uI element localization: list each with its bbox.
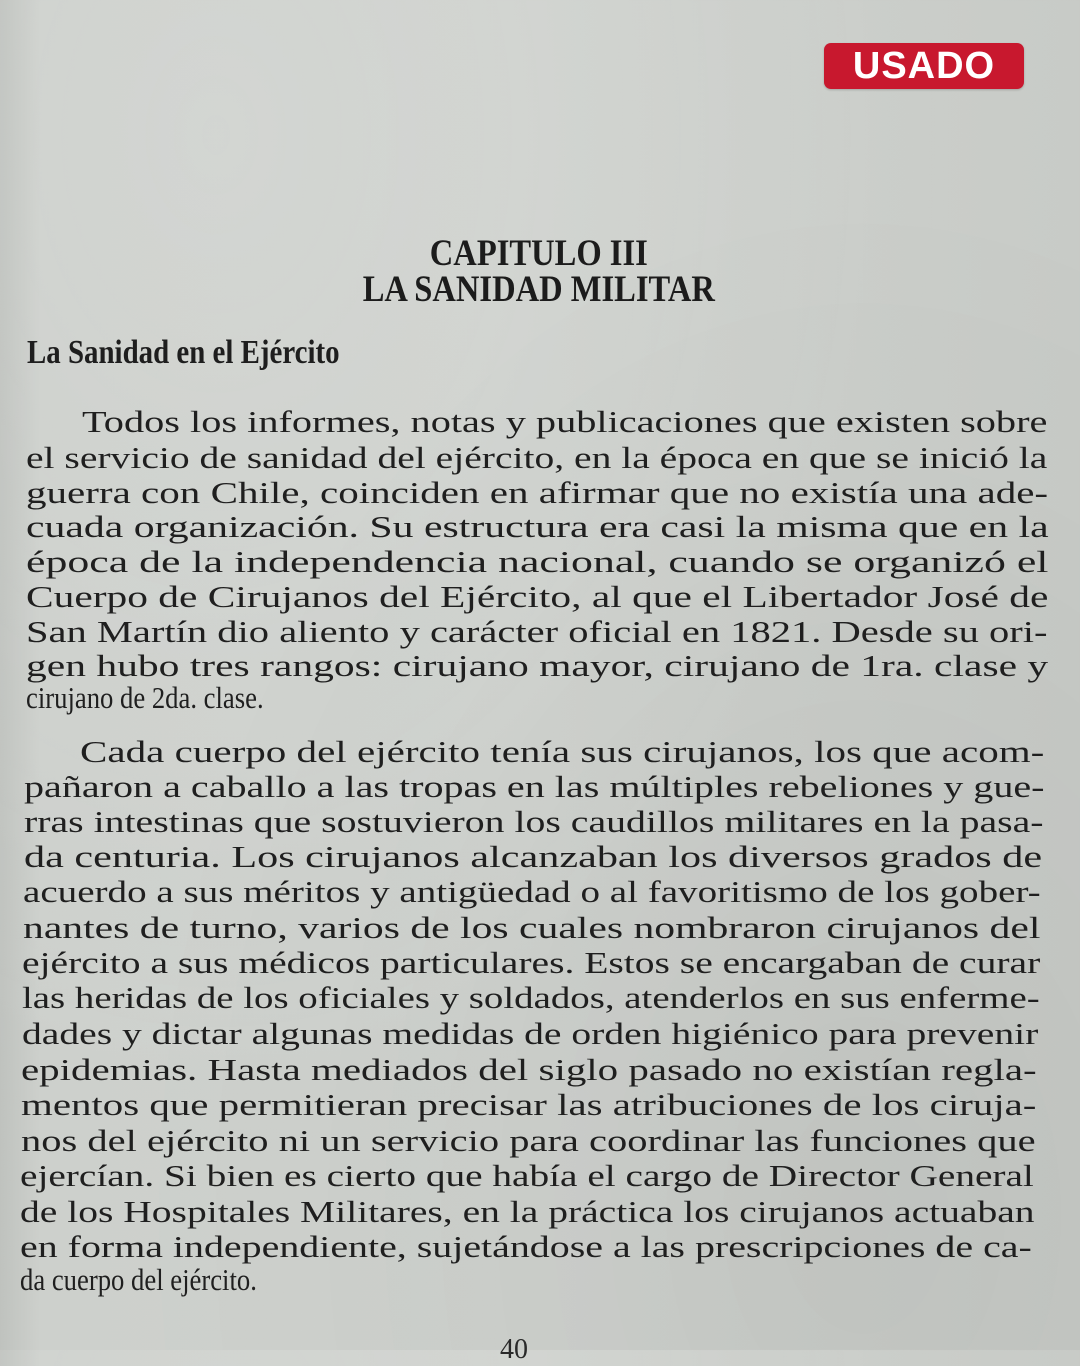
chapter-number: CAPITULO III (429, 233, 648, 274)
used-condition-badge: USADO (824, 43, 1024, 89)
text-line: pañaron a caballo a las tropas en las múltiples rebeliones y gue- (24, 769, 1045, 804)
text-line: cuada organización. Su estructura era casi la misma que en la (26, 509, 1049, 544)
text-line: guerra con Chile, coinciden en afirmar que no existía una ade- (26, 475, 1049, 510)
text-line: el servicio de sanidad del ejército, en la época en que se inició la (26, 440, 1048, 475)
text-line: en forma independiente, sujetándose a las prescripciones de ca- (20, 1229, 1032, 1264)
text-line: San Martín dio aliento y carácter oficial en 1821. Desde su ori- (26, 614, 1048, 649)
text-line: cirujano de 2da. clase. (26, 680, 264, 715)
text-line: ejército a sus médicos particulares. Estos se encargaban de curar (22, 945, 1041, 980)
section-heading: La Sanidad en el Ejército (27, 334, 340, 371)
text-line: epidemias. Hasta mediados del siglo pasado no existían regla- (21, 1052, 1037, 1087)
text-line: rras intestinas que sostuvieron los caudillos militares en la pasa- (24, 804, 1044, 839)
chapter-title: LA SANIDAD MILITAR (362, 269, 715, 310)
text-line: época de la independencia nacional, cuando se organizó el (26, 544, 1049, 579)
text-line: ejercían. Si bien es cierto que había el cargo de Director General (20, 1158, 1034, 1193)
text-line: acuerdo a sus méritos y antigüedad o al favoritismo de los gober- (23, 874, 1041, 909)
text-line: Cada cuerpo del ejército tenía sus cirujanos, los que acom- (80, 734, 1045, 769)
text-line: de los Hospitales Militares, en la práctica los cirujanos actuaban (20, 1194, 1035, 1229)
text-line: gen hubo tres rangos: cirujano mayor, cirujano de 1ra. clase y (26, 648, 1049, 683)
text-line: mentos que permitieran precisar las atribuciones de los ciruja- (21, 1087, 1037, 1122)
text-line: nantes de turno, varios de los cuales nombraron cirujanos del (23, 910, 1041, 945)
text-line: da cuerpo del ejército. (20, 1262, 257, 1297)
text-line: Todos los informes, notas y publicaciones que existen sobre (82, 404, 1048, 439)
text-line: nos del ejército ni un servicio para coordinar las funciones que (21, 1123, 1036, 1158)
text-line: las heridas de los oficiales y soldados, atenderlos en sus enferme- (22, 980, 1040, 1015)
text-line: da centuria. Los cirujanos alcanzaban los diversos grados de (24, 839, 1043, 874)
text-line: dades y dictar algunas medidas de orden higiénico para prevenir (22, 1016, 1039, 1051)
text-line: Cuerpo de Cirujanos del Ejército, al que el Libertador José de (26, 579, 1049, 614)
page-number: 40 (500, 1334, 528, 1365)
